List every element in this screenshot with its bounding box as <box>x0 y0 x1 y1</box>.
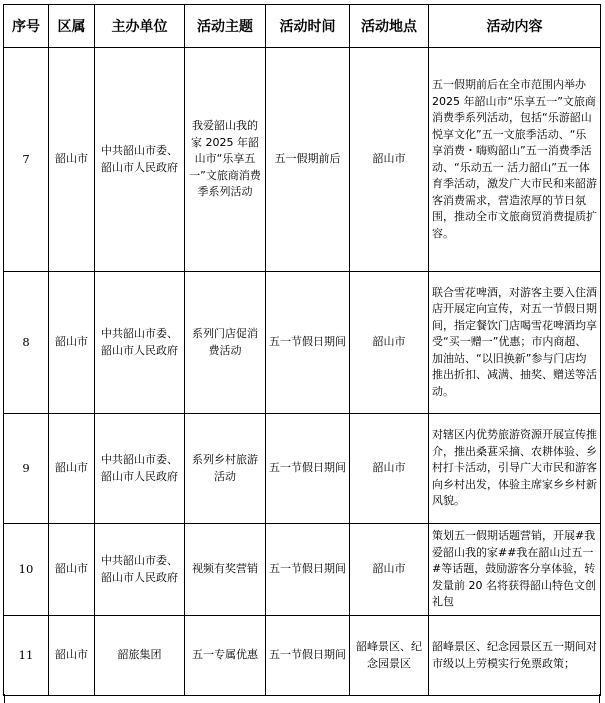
table-row <box>4 272 601 414</box>
row-content: 五一假期前后在全市范围内举办 2025 年韶山市“乐享五一”文旅商消费季系列活动，包括“乐游韶山 悦享文化”五一文旅季活动、“乐享消费・嗨购韶山”五一消费季活动、“乐动五一 活力韶山”五一体育季活动，激发广大市民和来韶游客消费需求，营造浓厚的节日氛围，推动全市文旅商贸消费提质扩容。 <box>429 48 601 272</box>
row-theme: 系列门店促消费活动 <box>185 272 266 414</box>
row-organizer: 中共韶山市委、韶山市人民政府 <box>95 524 185 616</box>
table-row <box>4 48 601 272</box>
row-no: 8 <box>4 272 49 414</box>
row-organizer: 中共韶山市委、韶山市人民政府 <box>95 272 185 414</box>
row-organizer: 中共韶山市委、韶山市人民政府 <box>95 414 185 524</box>
row-content: 韶峰景区、纪念园景区五一期间对市级以上劳模实行免票政策； <box>429 616 601 696</box>
row-theme: 五一专属优惠 <box>185 616 266 696</box>
row-no: 7 <box>4 48 49 272</box>
row-time: 五一节假日期间 <box>266 414 350 524</box>
table-row <box>4 524 601 616</box>
row-district: 韶山市 <box>49 414 95 524</box>
row-time: 五一假期前后 <box>266 48 350 272</box>
row-district: 韶山市 <box>49 48 95 272</box>
row-content: 策划五一假期话题营销，开展#我爱韶山我的家##我在韶山过五一#等话题，鼓励游客分享体验，转发量前 20 名将获得韶山特色文创礼包 <box>429 524 601 616</box>
activity-table <box>3 4 601 696</box>
row-place: 韶山市 <box>350 524 429 616</box>
row-no: 11 <box>4 616 49 696</box>
row-no: 9 <box>4 414 49 524</box>
header-district: 区属 <box>49 5 95 48</box>
row-time: 五一节假日期间 <box>266 272 350 414</box>
row-organizer: 中共韶山市委、韶山市人民政府 <box>95 48 185 272</box>
row-place: 韶峰景区、纪念园景区 <box>350 616 429 696</box>
row-theme: 我爱韶山我的家 2025 年韶山市“乐享五一”文旅商消费季系列活动 <box>185 48 266 272</box>
row-content: 对辖区内优势旅游资源开展宣传推介，推出桑葚采摘、农耕体验、乡村打卡活动，引导广大市民和游客向乡村出发，体验主席家乡乡村新风貌。 <box>429 414 601 524</box>
table-row <box>4 616 601 696</box>
row-district: 韶山市 <box>49 272 95 414</box>
row-theme: 系列乡村旅游活动 <box>185 414 266 524</box>
header-organizer: 主办单位 <box>95 5 185 48</box>
row-district: 韶山市 <box>49 524 95 616</box>
row-district: 韶山市 <box>49 616 95 696</box>
corner-mark-left <box>4 694 5 703</box>
row-place: 韶山市 <box>350 414 429 524</box>
corner-mark-right <box>599 694 600 703</box>
row-place: 韶山市 <box>350 48 429 272</box>
row-time: 五一节假日期间 <box>266 524 350 616</box>
row-organizer: 韶旅集团 <box>95 616 185 696</box>
header-content: 活动内容 <box>429 5 601 48</box>
header-place: 活动地点 <box>350 5 429 48</box>
table-row <box>4 414 601 524</box>
row-place: 韶山市 <box>350 272 429 414</box>
row-time: 五一节假日期间 <box>266 616 350 696</box>
header-no: 序号 <box>4 5 49 48</box>
row-theme: 视频有奖营销 <box>185 524 266 616</box>
header-row <box>4 5 601 48</box>
row-content: 联合雪花啤酒，对游客主要入住酒店开展定向宣传，对五一节假日期间，指定餐饮门店喝雪花啤酒均享受“买一赠一”优惠；市内商超、加油站、“以旧换新”参与门店均推出折扣、减满、抽奖、赠送等活动。 <box>429 272 601 414</box>
header-theme: 活动主题 <box>185 5 266 48</box>
header-time: 活动时间 <box>266 5 350 48</box>
row-no: 10 <box>4 524 49 616</box>
